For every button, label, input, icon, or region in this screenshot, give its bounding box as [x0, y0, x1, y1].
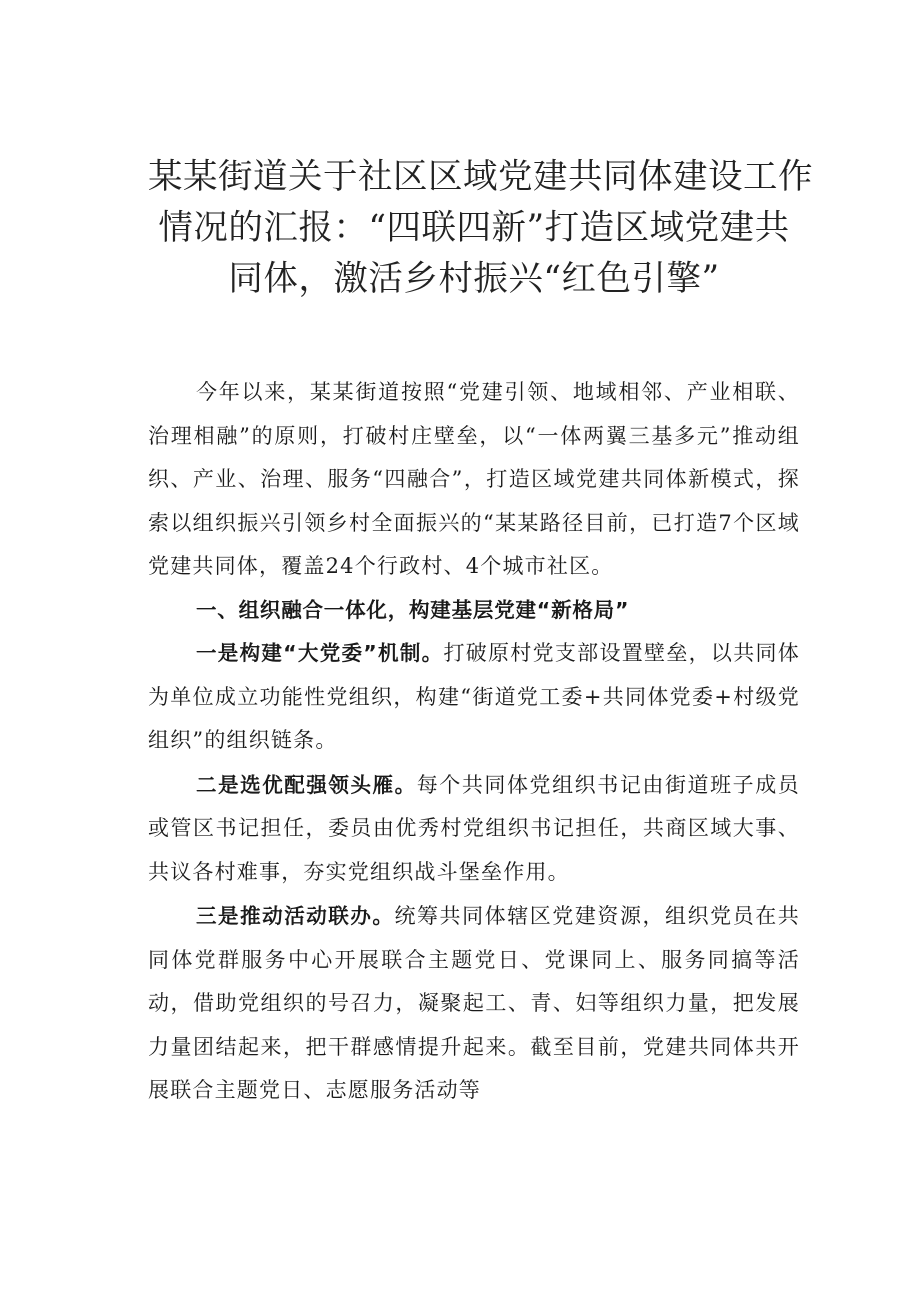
document-page	[148, 152, 813, 1113]
title-line-2: 情况的汇报：“四联四新”打造区域党建共	[158, 208, 790, 248]
intro-paragraph: 今年以来，某某街道按照“党建引领、地域相邻、产业相联、治理相融”的原则，打破村庄壁垒，以“一体两翼三基多元”推动组织、产业、治理、服务“四融合”，打造区域党建共同体新模式，探索以组织振兴引领乡村全面振兴的“某某路径目前，已打造7个区域党建共同体，覆盖24个行政村、4个城市社区。	[148, 380, 800, 578]
item-text-1: 打破原村党支部设置壁垒，以共同体为单位成立功能性党组织，构建“街道党工委+共同体党委+村级党组织”的组织链条。	[148, 641, 800, 752]
title-line-3: 同体，激活乡村振兴“红色引擎”	[228, 259, 720, 299]
item-lead-2: 二是选优配强领头雁。	[196, 772, 417, 797]
section-heading-1: 一、组织融合一体化，构建基层党建“新格局”	[196, 597, 630, 622]
item-lead-1: 一是构建“大党委”机制。	[196, 641, 444, 665]
item-lead-3: 三是推动活动联办。	[196, 904, 395, 928]
item-text-3: 统筹共同体辖区党建资源，组织党员在共同体党群服务中心开展联合主题党日、党课同上、服务同搞等活动，借助党组织的号召力，凝聚起工、青、妇等组织力量，把发展力量团结起来，把干群感情提升起来。截至目前，党建共同体共开展联合主题党日、志愿服务活动等	[148, 904, 800, 1102]
item-text-2: 每个共同体党组织书记由街道班子成员或管区书记担任，委员由优秀村党组织书记担任，共商区域大事、共议各村难事，夯实党组织战斗堡垒作用。	[148, 772, 801, 884]
section-item-2	[148, 764, 800, 895]
section-item-3	[148, 895, 800, 1113]
title-line-1: 某某街道关于社区区域党建共同体建设工作	[148, 157, 813, 197]
document-body	[148, 371, 800, 1113]
document-title	[148, 152, 813, 305]
section-item-1	[148, 632, 800, 763]
